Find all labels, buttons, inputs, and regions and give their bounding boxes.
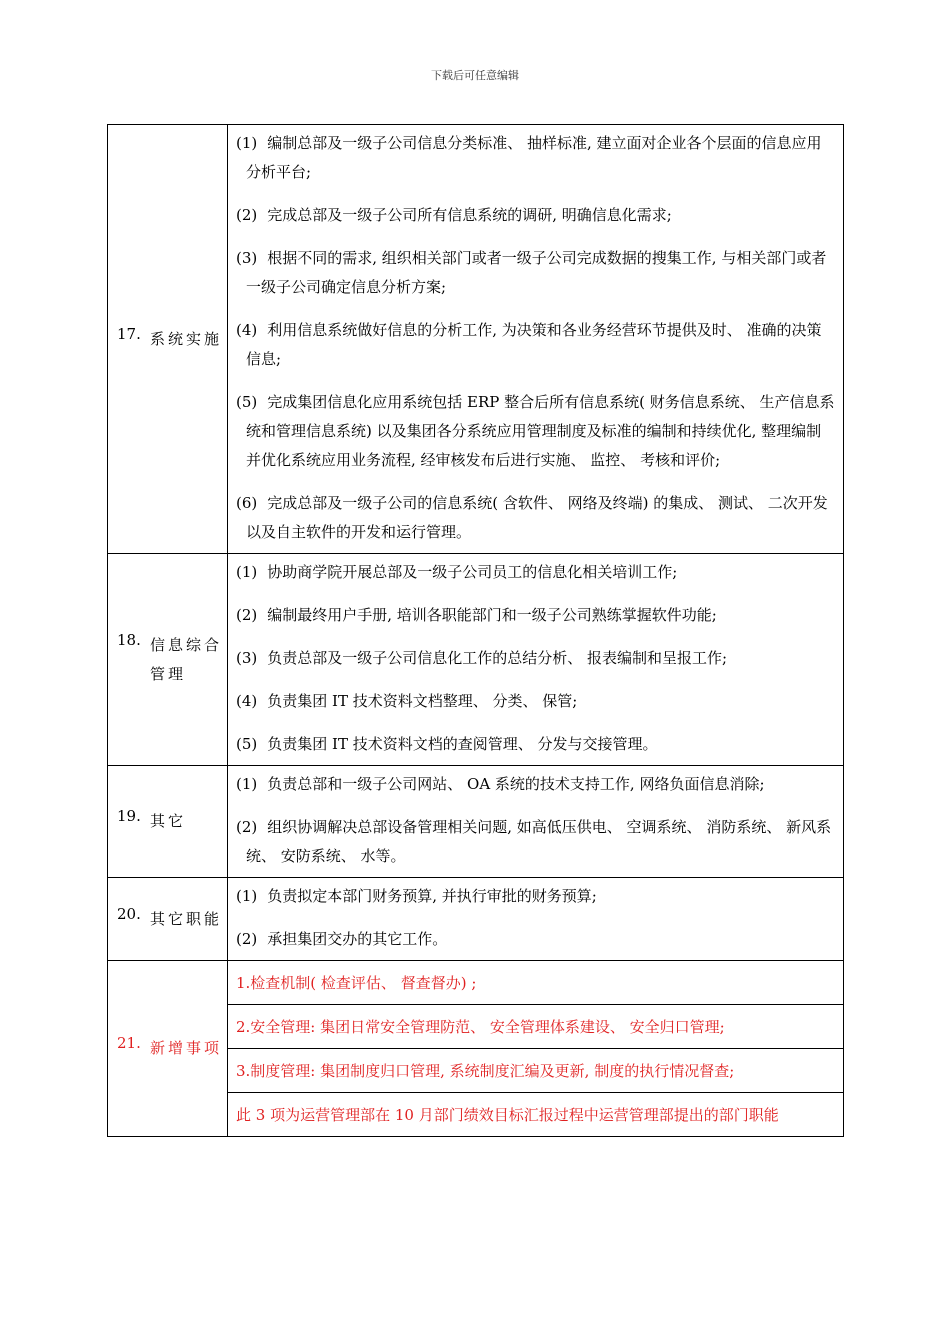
- table-row-new: [108, 961, 844, 1005]
- list-item: (4) 利用信息系统做好信息的分析工作, 为决策和各业务经营环节提供及时、 准确的决策信息;: [236, 321, 822, 368]
- table-row: [108, 878, 844, 961]
- row-label-cell: [108, 125, 228, 554]
- row-content-cell: [228, 878, 844, 961]
- row-label: 其它职能: [150, 909, 223, 928]
- row-number: 17.: [117, 324, 141, 343]
- list-item: (1) 负责拟定本部门财务预算, 并执行审批的财务预算;: [236, 887, 597, 905]
- row-number: 18.: [117, 630, 141, 649]
- duties-table: [107, 124, 844, 1137]
- row-number: 19.: [117, 807, 141, 825]
- row-label-cell: [108, 961, 228, 1137]
- row-label: 信息综合管理: [150, 635, 223, 683]
- list-item: (3) 负责总部及一级子公司信息化工作的总结分析、 报表编制和呈报工作;: [236, 649, 728, 667]
- new-item-cell: 2.安全管理: 集团日常安全管理防范、 安全管理体系建设、 安全归口管理;: [228, 1005, 844, 1049]
- list-item: (1) 编制总部及一级子公司信息分类标准、 抽样标准, 建立面对企业各个层面的信息应用分析平台;: [236, 134, 822, 181]
- row-label-cell: [108, 766, 228, 878]
- list-item: (4) 负责集团 IT 技术资料文档整理、 分类、 保管;: [236, 692, 578, 710]
- list-item: (6) 完成总部及一级子公司的信息系统( 含软件、 网络及终端) 的集成、 测试、 二次开发以及自主软件的开发和运行管理。: [236, 494, 828, 541]
- list-item: (5) 负责集团 IT 技术资料文档的查阅管理、 分发与交接管理。: [236, 735, 658, 753]
- table-row: [108, 766, 844, 878]
- new-item-cell: 3.制度管理: 集团制度归口管理, 系统制度汇编及更新, 制度的执行情况督查;: [228, 1049, 844, 1093]
- new-item-note-cell: 此 3 项为运营管理部在 10 月部门绩效目标汇报过程中运营管理部提出的部门职能: [228, 1093, 844, 1137]
- new-item-cell: 1.检查机制( 检查评估、 督查督办) ;: [228, 961, 844, 1005]
- list-item: (3) 根据不同的需求, 组织相关部门或者一级子公司完成数据的搜集工作, 与相关部门或者一级子公司确定信息分析方案;: [236, 249, 827, 296]
- row-content-cell: [228, 766, 844, 878]
- list-item: (1) 负责总部和一级子公司网站、 OA 系统的技术支持工作, 网络负面信息消除;: [236, 775, 765, 793]
- row-content-cell: [228, 125, 844, 554]
- list-item: (2) 完成总部及一级子公司所有信息系统的调研, 明确信息化需求;: [236, 206, 672, 224]
- list-item: (1) 协助商学院开展总部及一级子公司员工的信息化相关培训工作;: [236, 563, 678, 581]
- list-item: (2) 组织协调解决总部设备管理相关问题, 如高低压供电、 空调系统、 消防系统、 新风系统、 安防系统、 水等。: [236, 818, 832, 865]
- row-label-cell: [108, 878, 228, 961]
- row-label: 新增事项: [150, 1039, 223, 1057]
- row-label: 系统实施: [150, 329, 223, 348]
- table-row: [108, 554, 844, 766]
- row-content-cell: [228, 554, 844, 766]
- list-item: (2) 编制最终用户手册, 培训各职能部门和一级子公司熟练掌握软件功能;: [236, 606, 717, 624]
- row-number: 20.: [117, 904, 141, 923]
- row-label: 其它: [150, 812, 187, 830]
- row-label-cell: [108, 554, 228, 766]
- list-item: (5) 完成集团信息化应用系统包括 ERP 整合后所有信息系统( 财务信息系统、 生产信息系统和管理信息系统) 以及集团各分系统应用管理制度及标准的编制和持续优化, 整理编制并优化系统应用业务流程, 经审核发布后进行实施、 监控、 考核和评价;: [236, 393, 835, 469]
- row-number: 21.: [117, 1034, 141, 1052]
- list-item: (2) 承担集团交办的其它工作。: [236, 930, 448, 948]
- page-header: 下载后可任意编辑: [431, 69, 519, 82]
- table-row: [108, 125, 844, 554]
